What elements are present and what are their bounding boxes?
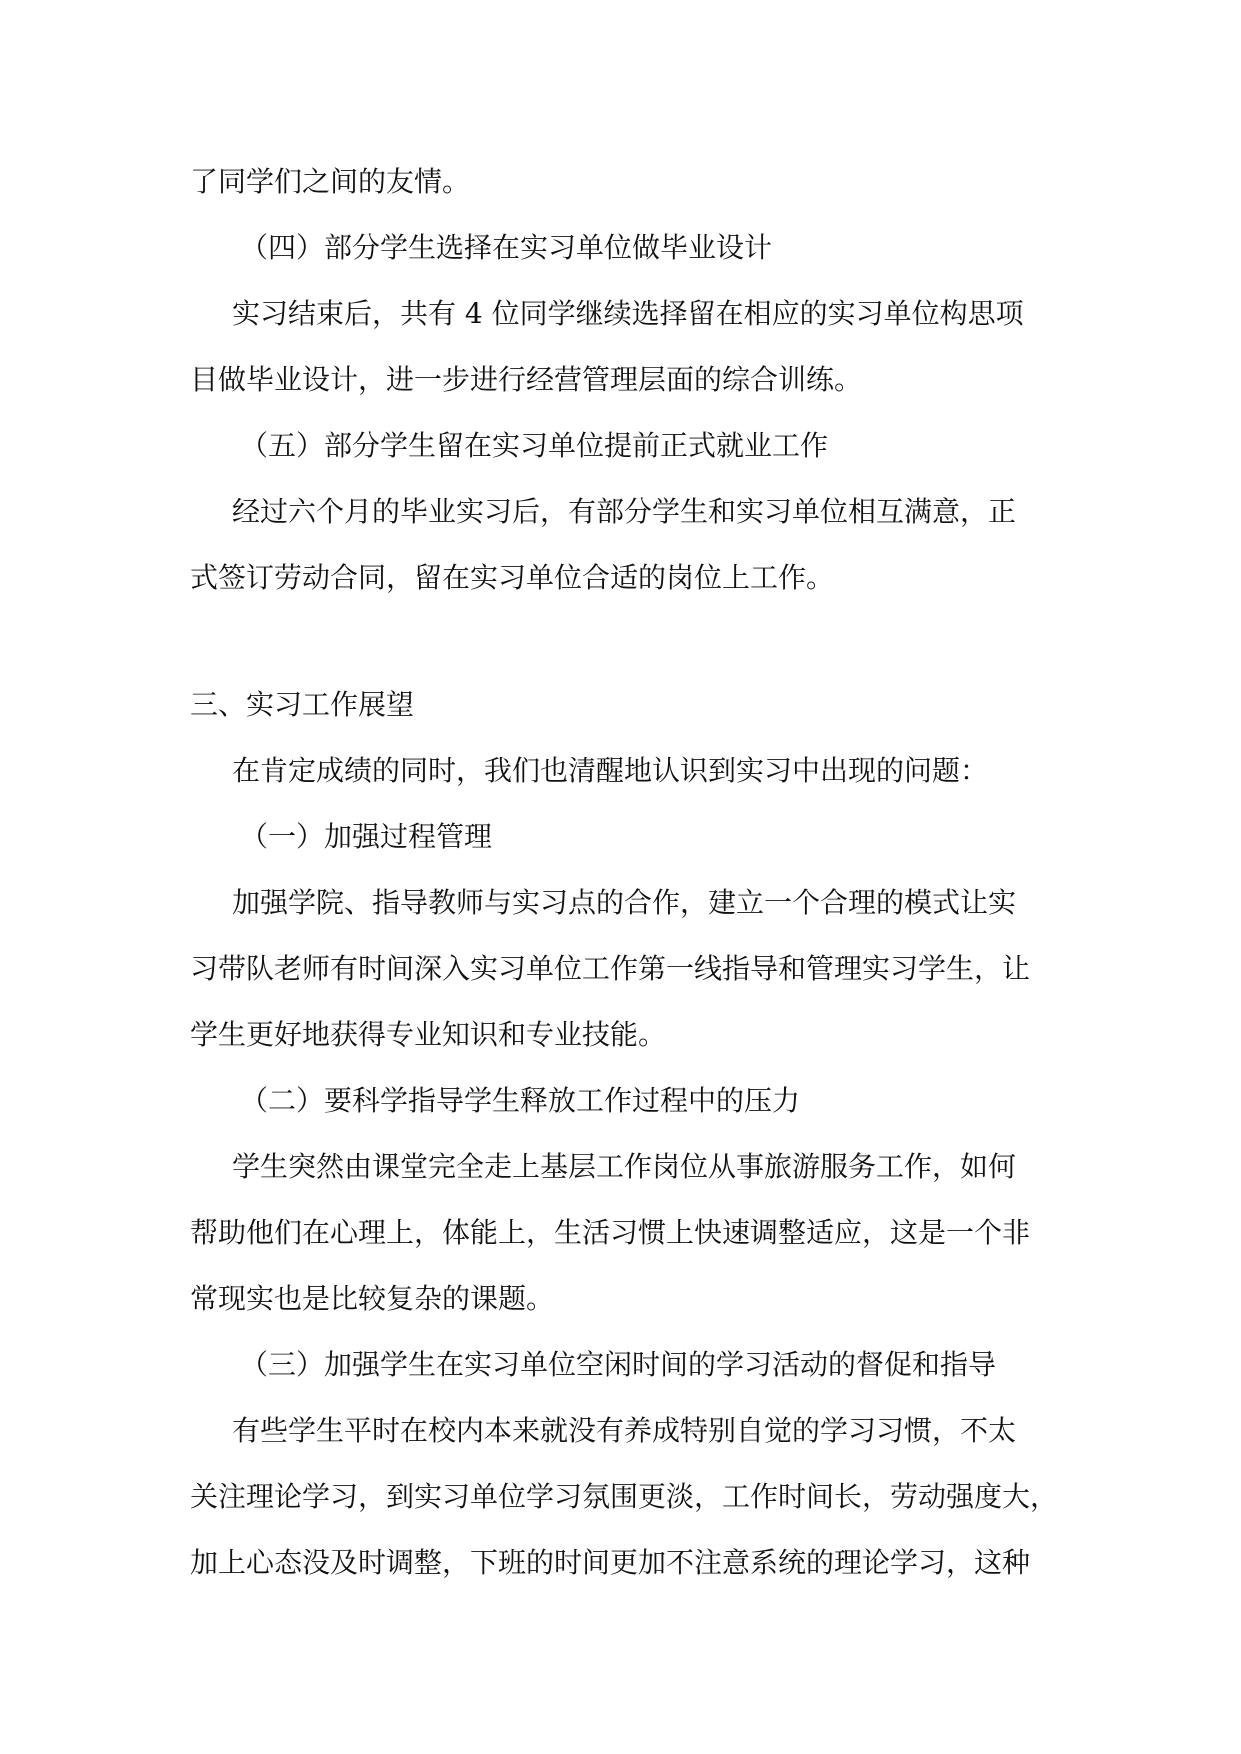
- paragraph-line: 学生突然由课堂完全走上基层工作岗位从事旅游服务工作，如何: [232, 1150, 1017, 1183]
- subheading-one: （一）加强过程管理: [240, 820, 493, 853]
- paragraph-line: 实习结束后，共有 4 位同学继续选择留在相应的实习单位构思项: [232, 297, 1024, 330]
- paragraph-line: 目做毕业设计，进一步进行经营管理层面的综合训练。: [190, 363, 863, 396]
- paragraph-line: 学生更好地获得专业知识和专业技能。: [190, 1018, 667, 1051]
- subheading-five: （五）部分学生留在实习单位提前正式就业工作: [240, 429, 829, 462]
- paragraph-line: 经过六个月的毕业实习后，有部分学生和实习单位相互满意，正: [232, 495, 1017, 528]
- paragraph-line: 习带队老师有时间深入实习单位工作第一线指导和管理实习学生，让: [190, 952, 1031, 985]
- paragraph-line: 关注理论学习，到实习单位学习氛围更淡，工作时间长，劳动强度大，: [190, 1480, 1059, 1513]
- paragraph-line: 加上心态没及时调整，下班的时间更加不注意系统的理论学习，这种: [190, 1546, 1031, 1579]
- subheading-four: （四）部分学生选择在实习单位做毕业设计: [240, 231, 773, 264]
- section-heading: 三、实习工作展望: [190, 688, 415, 721]
- paragraph-line: 式签订劳动合同，留在实习单位合适的岗位上工作。: [190, 561, 835, 594]
- subheading-two: （二）要科学指导学生释放工作过程中的压力: [240, 1084, 801, 1117]
- paragraph-line: 在肯定成绩的同时，我们也清醒地认识到实习中出现的问题：: [232, 754, 989, 787]
- paragraph-line: 常现实也是比较复杂的课题。: [190, 1282, 555, 1315]
- paragraph-line: 有些学生平时在校内本来就没有养成特别自觉的学习习惯，不太: [232, 1414, 1017, 1447]
- paragraph-continuation: 了同学们之间的友情。: [190, 165, 471, 198]
- paragraph-line: 帮助他们在心理上，体能上，生活习惯上快速调整适应，这是一个非: [190, 1216, 1031, 1249]
- paragraph-line: 加强学院、指导教师与实习点的合作，建立一个合理的模式让实: [232, 886, 1017, 919]
- subheading-three: （三）加强学生在实习单位空闲时间的学习活动的督促和指导: [240, 1348, 997, 1381]
